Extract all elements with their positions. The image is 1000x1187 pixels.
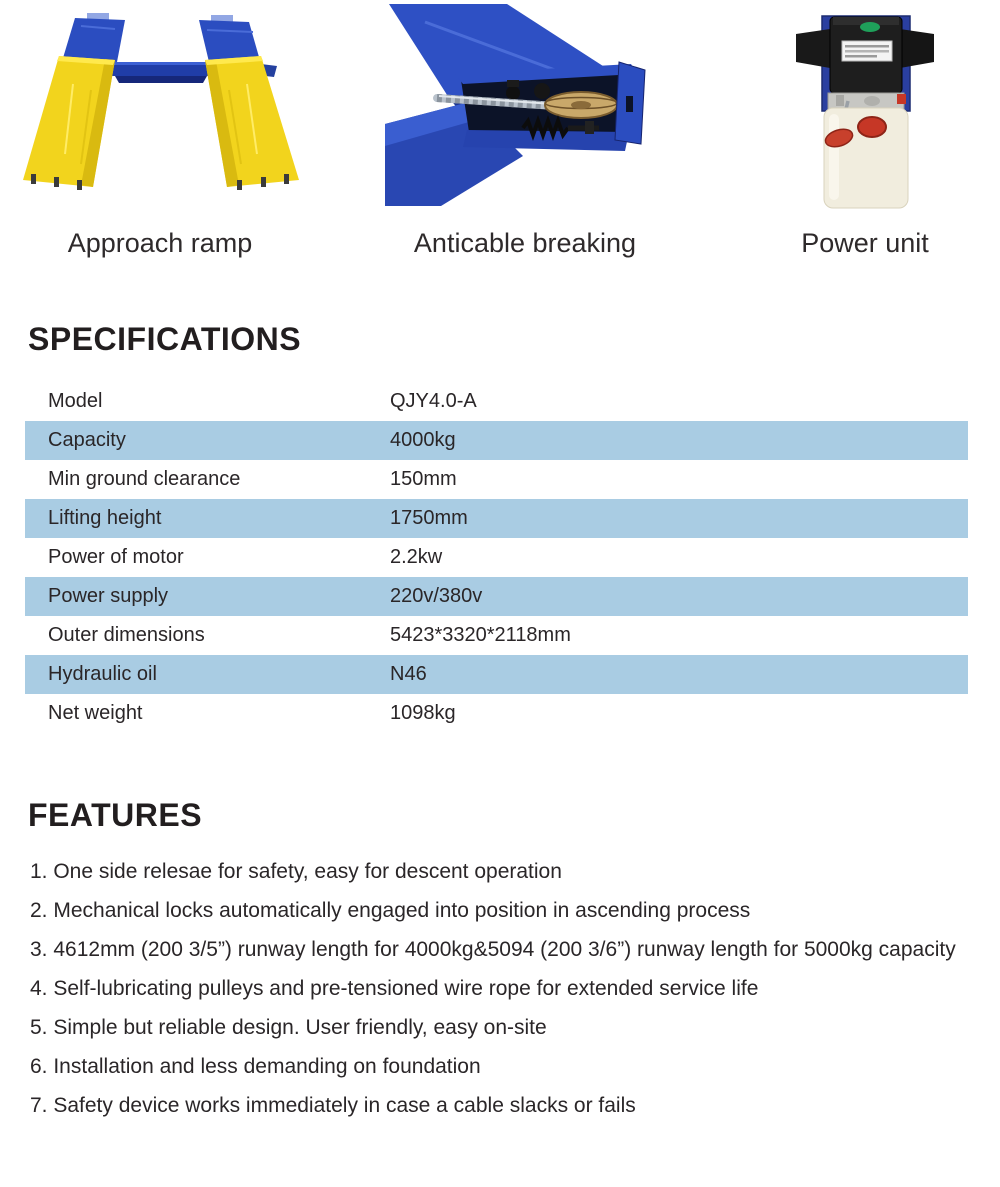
spec-row-label: Outer dimensions bbox=[48, 624, 205, 646]
spec-row-value: 5423*3320*2118mm bbox=[390, 624, 571, 646]
figure-power-unit bbox=[730, 4, 1000, 259]
table-row bbox=[25, 655, 968, 694]
anticable-breaking-image bbox=[385, 4, 665, 206]
spec-row-label: Model bbox=[48, 390, 103, 412]
spec-table-body bbox=[25, 382, 968, 733]
specifications-heading: SPECIFICATIONS bbox=[28, 321, 302, 357]
approach-ramp-image bbox=[15, 4, 305, 206]
feature-item: 4. Self-lubricating pulleys and pre-tensioned wire rope for extended service life bbox=[30, 977, 759, 1000]
feature-item: 6. Installation and less demanding on foundation bbox=[30, 1055, 481, 1078]
spec-row-label: Power supply bbox=[48, 585, 169, 607]
spec-row-value: 220v/380v bbox=[390, 585, 483, 607]
spec-row-value: 1098kg bbox=[390, 702, 456, 724]
table-row bbox=[25, 421, 968, 460]
spec-row-value: 150mm bbox=[390, 468, 457, 490]
feature-item: 7. Safety device works immediately in case a cable slacks or fails bbox=[30, 1094, 636, 1117]
caption-anticable-breaking: Anticable breaking bbox=[413, 228, 637, 258]
spec-row-value: 1750mm bbox=[390, 507, 468, 529]
caption-approach-ramp: Approach ramp bbox=[67, 228, 253, 258]
spec-row-label: Min ground clearance bbox=[48, 468, 241, 490]
figure-approach-ramp bbox=[0, 4, 320, 259]
spec-row-label: Net weight bbox=[48, 702, 143, 724]
features-heading: FEATURES bbox=[28, 797, 203, 833]
feature-item: 2. Mechanical locks automatically engaged into position in ascending process bbox=[30, 899, 751, 922]
table-row bbox=[25, 499, 968, 538]
table-row bbox=[25, 538, 968, 577]
spec-row-value: N46 bbox=[390, 663, 427, 685]
table-row bbox=[25, 460, 968, 499]
specifications-table bbox=[25, 382, 968, 733]
spec-row-value: 2.2kw bbox=[390, 546, 443, 568]
table-row bbox=[25, 382, 968, 421]
table-row bbox=[25, 616, 968, 655]
features-list bbox=[30, 852, 965, 1125]
feature-item: 1. One side relesae for safety, easy for descent operation bbox=[30, 860, 562, 883]
spec-row-label: Power of motor bbox=[48, 546, 184, 568]
caption-power-unit: Power unit bbox=[801, 228, 929, 258]
spec-row-value: 4000kg bbox=[390, 429, 456, 451]
figure-anticable-breaking bbox=[320, 4, 730, 259]
table-row bbox=[25, 577, 968, 616]
spec-row-label: Hydraulic oil bbox=[48, 663, 157, 685]
product-image-gallery bbox=[0, 0, 1000, 259]
spec-row-label: Lifting height bbox=[48, 507, 162, 529]
feature-item: 3. 4612mm (200 3/5”) runway length for 4000kg&5094 (200 3/6”) runway length for 5000kg capacity bbox=[30, 938, 956, 961]
spec-row-value: QJY4.0-A bbox=[390, 390, 477, 412]
spec-row-label: Capacity bbox=[48, 429, 126, 451]
power-unit-image bbox=[786, 4, 944, 212]
feature-item: 5. Simple but reliable design. User friendly, easy on-site bbox=[30, 1016, 547, 1039]
table-row bbox=[25, 694, 968, 733]
